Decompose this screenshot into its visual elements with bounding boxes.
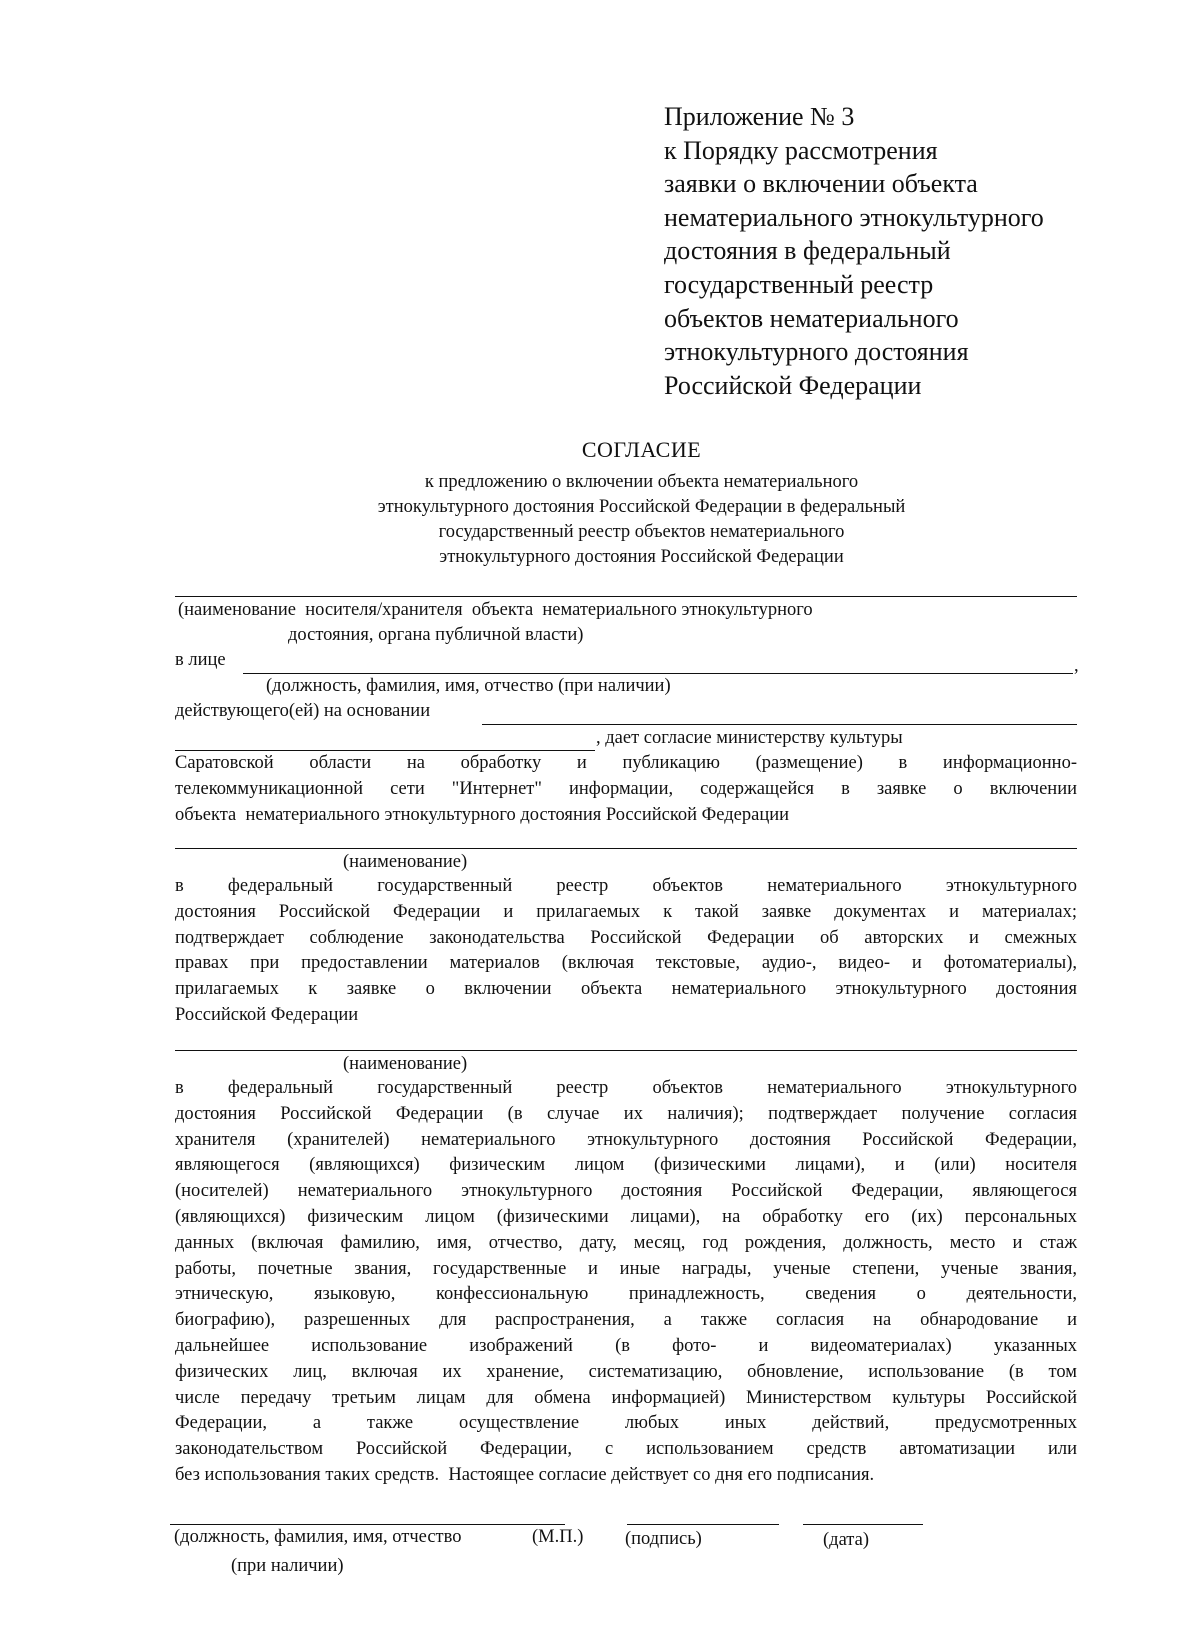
acting-basis-line-2: [175, 750, 595, 751]
appendix-line: заявки о включении объекта: [664, 169, 978, 199]
paragraph-3-line: физических лиц, включая их хранение, систематизацию, обновление, использование (в том: [175, 1361, 1077, 1382]
position-caption: (должность, фамилия, имя, отчество (при наличии): [266, 676, 671, 696]
paragraph-3-line: хранителя (хранителей) нематериального этнокультурного достояния Российской Федерации,: [175, 1129, 1077, 1150]
date-caption: (дата): [823, 1530, 869, 1550]
paragraph-1-last-line: объекта нематериального этнокультурного достояния Российской Федерации: [175, 805, 790, 825]
paragraph-1-line: телекоммуникационной сети "Интернет" информации, содержащейся в заявке о включении: [175, 779, 1077, 799]
appendix-line: Российской Федерации: [664, 370, 922, 400]
appendix-line: объектов нематериального: [664, 303, 959, 333]
paragraph-3-line: числе передачу третьим лицам для обмена информацией) Министерством культуры Российской: [175, 1387, 1077, 1408]
appendix-line: Приложение № 3: [664, 102, 855, 131]
name-caption-1: (наименование): [343, 852, 468, 872]
name-caption-2: (наименование): [343, 1054, 468, 1074]
paragraph-3-line: (носителей) нематериального этнокультурного достояния Российской Федерации, являющегося: [175, 1181, 1077, 1202]
document-subtitle: [0, 470, 1200, 570]
name-line-1: [175, 848, 1077, 849]
holder-caption-cont: достояния, органа публичной власти): [288, 625, 584, 645]
holder-caption: (наименование носителя/хранителя объекта нематериального этнокультурного: [178, 600, 813, 620]
in-person-label: в лице: [175, 650, 226, 670]
holder-name-line: [175, 596, 1077, 597]
signature-caption: (подпись): [625, 1529, 702, 1549]
paragraph-1-line: Саратовской области на обработку и публикацию (размещение) в информационно-: [175, 753, 1077, 773]
paragraph-3-line: этническую, языковую, конфессиональную принадлежность, сведения о деятельности,: [175, 1284, 1077, 1305]
paragraph-2-last-line: Российской Федерации: [175, 1005, 359, 1025]
date-line: [803, 1524, 923, 1525]
paragraph-2-line: подтверждает соблюдение законодательства Российской Федерации об авторских и смежных: [175, 927, 1077, 948]
paragraph-2-line: в федеральный государственный реестр объектов нематериального этнокультурного: [175, 876, 1077, 896]
paragraph-2-line: достояния Российской Федерации и прилагаемых к такой заявке документах и материалах;: [175, 901, 1077, 922]
name-line-2: [175, 1050, 1077, 1051]
subtitle-line: государственный реестр объектов нематериального: [438, 522, 845, 542]
appendix-line: этнокультурного достояния: [664, 337, 969, 367]
appendix-line: нематериального этнокультурного: [664, 202, 1044, 232]
paragraph-3-line: Федерации, а также осуществление любых иных действий, предусмотренных: [175, 1413, 1077, 1434]
appendix-line: достояния в федеральный: [664, 236, 951, 266]
paragraph-3-line: достояния Российской Федерации (в случае их наличия); подтверждает получение согласия: [175, 1103, 1077, 1124]
appendix-line: государственный реестр: [664, 269, 934, 299]
consent-start: , дает согласие министерству культуры: [596, 728, 903, 748]
document-title: СОГЛАСИЕ: [581, 437, 702, 462]
paragraph-3-last-line: без использования таких средств. Настоящее согласие действует со дня его подписания.: [175, 1465, 875, 1485]
appendix-line: к Порядку рассмотрения: [664, 135, 938, 165]
paragraph-3-line: работы, почетные звания, государственные и иные награды, ученые степени, ученые звания,: [175, 1258, 1077, 1279]
paragraph-3-line: в федеральный государственный реестр объектов нематериального этнокультурного: [175, 1078, 1077, 1098]
paragraph-2-line: прилагаемых к заявке о включении объекта нематериального этнокультурного достояния: [175, 979, 1077, 1000]
in-person-comma: ,: [1074, 656, 1079, 676]
stamp-caption: (М.П.): [532, 1527, 584, 1547]
signature-line: [627, 1524, 779, 1525]
paragraph-3-line: (являющихся) физическим лицом (физическими лицами), на обработку его (их) персональных: [175, 1207, 1077, 1227]
appendix-heading: [664, 100, 1044, 402]
paragraph-3-line: законодательством Российской Федерации, с использованием средств автоматизации или: [175, 1439, 1077, 1460]
paragraph-3-line: дальнейшее использование изображений (в фото- и видеоматериалах) указанных: [175, 1336, 1077, 1356]
paragraph-2-line: правах при предоставлении материалов (включая текстовые, аудио-, видео- и фотоматериалы),: [175, 953, 1077, 974]
in-person-line: [243, 673, 1073, 674]
subtitle-line: этнокультурного достояния Российской Федерации в федеральный: [377, 497, 906, 517]
signature-position-line: [170, 1524, 565, 1525]
paragraph-3-line: данных (включая фамилию, имя, отчество, дату, месяц, год рождения, должность, место и стаж: [175, 1232, 1077, 1253]
subtitle-line: к предложению о включении объекта нематериального: [424, 472, 859, 492]
optional-caption: (при наличии): [231, 1556, 344, 1576]
subtitle-line: этнокультурного достояния Российской Федерации: [439, 547, 844, 567]
acting-basis-label: действующего(ей) на основании: [175, 701, 431, 721]
paragraph-3-line: биографию), разрешенных для распространения, а также согласия на обнародование и: [175, 1310, 1077, 1331]
paragraph-3-line: являющегося (являющихся) физическим лицом (физическими лицами), и (или) носителя: [175, 1155, 1077, 1176]
acting-basis-line: [482, 724, 1077, 725]
signature-position-caption: (должность, фамилия, имя, отчество: [174, 1527, 462, 1547]
